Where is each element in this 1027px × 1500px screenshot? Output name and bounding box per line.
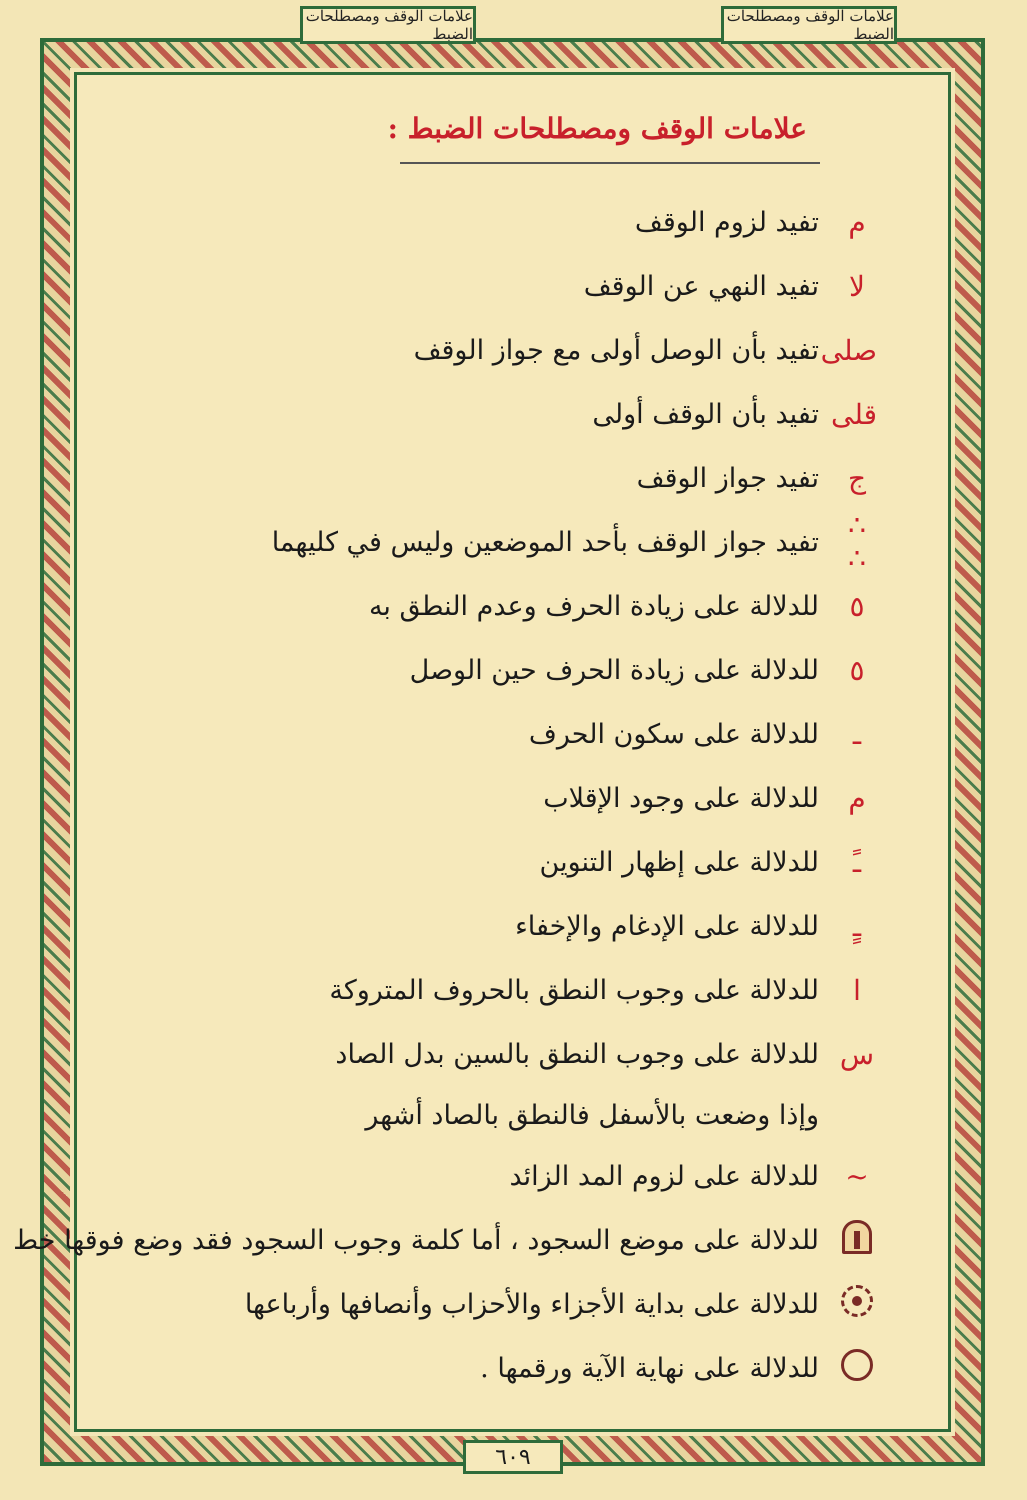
list-item bbox=[90, 510, 877, 574]
stop-mark: قلى bbox=[831, 397, 877, 431]
running-head-right: علامات الوقف ومصطلحات الضبط bbox=[721, 6, 897, 44]
list-item bbox=[90, 702, 877, 766]
mark-description: للدلالة على الإدغام والإخفاء bbox=[515, 910, 819, 942]
page-number: ٦٠٩ bbox=[463, 1440, 563, 1474]
stop-mark: م bbox=[848, 205, 866, 239]
mark-description: تفيد لزوم الوقف bbox=[634, 206, 819, 238]
list-item bbox=[90, 1272, 877, 1336]
list-item bbox=[90, 766, 877, 830]
mark-description: تفيد بأن الوصل أولى مع جواز الوقف bbox=[413, 334, 819, 366]
diacritic-mark: ٥ bbox=[849, 589, 865, 623]
mark-description: للدلالة على زيادة الحرف حين الوصل bbox=[409, 654, 819, 686]
list-item bbox=[90, 638, 877, 702]
list-item-continuation bbox=[90, 1086, 877, 1144]
mark-description: تفيد جواز الوقف بأحد الموضعين وليس في كليهما bbox=[271, 526, 819, 558]
mark-description: تفيد النهي عن الوقف bbox=[583, 270, 819, 302]
diacritic-mark: ـ bbox=[852, 717, 862, 751]
list-item bbox=[90, 1144, 877, 1208]
list-item bbox=[90, 574, 877, 638]
list-item bbox=[90, 382, 877, 446]
page-title: علامات الوقف ومصطلحات الضبط : bbox=[387, 112, 807, 145]
stop-mark: لا bbox=[849, 269, 865, 303]
list-item bbox=[90, 894, 877, 958]
diacritic-mark: ـً bbox=[852, 845, 862, 879]
list-item bbox=[90, 254, 877, 318]
list-item bbox=[90, 318, 877, 382]
diacritic-mark: ~ bbox=[845, 1159, 869, 1193]
diacritic-mark: ٥ bbox=[849, 653, 865, 687]
mark-description: وإذا وضعت بالأسفل فالنطق بالصاد أشهر bbox=[365, 1099, 819, 1131]
list-item bbox=[90, 446, 877, 510]
list-item bbox=[90, 830, 877, 894]
stop-mark: ∴ ∴ bbox=[848, 509, 866, 575]
mark-description: للدلالة على زيادة الحرف وعدم النطق به bbox=[368, 590, 819, 622]
list-item bbox=[90, 1022, 877, 1086]
title-underline bbox=[400, 162, 820, 164]
diacritic-mark: ـٍ bbox=[852, 909, 862, 943]
diacritic-mark: م bbox=[848, 781, 866, 815]
mark-description: تفيد جواز الوقف bbox=[636, 462, 819, 494]
list-item bbox=[13, 1208, 877, 1272]
diacritic-mark: ا bbox=[853, 973, 861, 1007]
mark-description: للدلالة على موضع السجود ، أما كلمة وجوب السجود فقد وضع فوقها خط bbox=[13, 1224, 819, 1256]
stop-mark: صلى bbox=[820, 333, 877, 367]
mihrab-icon bbox=[842, 1220, 872, 1254]
stop-mark: ج bbox=[847, 461, 867, 495]
list-item bbox=[90, 190, 877, 254]
list-item bbox=[90, 958, 877, 1022]
mark-description: للدلالة على وجوب النطق بالحروف المتروكة bbox=[329, 974, 819, 1006]
list-item bbox=[90, 1336, 877, 1400]
mark-description: للدلالة على بداية الأجزاء والأحزاب وأنصافها وأرباعها bbox=[244, 1288, 819, 1320]
diacritic-mark: س bbox=[839, 1037, 875, 1071]
entries-list bbox=[13, 190, 877, 1400]
ayah-end-icon bbox=[841, 1349, 873, 1381]
mark-description: للدلالة على سكون الحرف bbox=[528, 718, 819, 750]
mark-description: للدلالة على لزوم المد الزائد bbox=[509, 1160, 819, 1192]
mark-description: للدلالة على إظهار التنوين bbox=[539, 846, 819, 878]
rub-el-hizb-icon bbox=[841, 1285, 873, 1317]
mark-description: للدلالة على وجوب النطق بالسين بدل الصاد bbox=[335, 1038, 819, 1070]
mark-description: للدلالة على نهاية الآية ورقمها . bbox=[480, 1352, 819, 1384]
mark-description: تفيد بأن الوقف أولى bbox=[592, 398, 819, 430]
running-head-left: علامات الوقف ومصطلحات الضبط bbox=[300, 6, 476, 44]
mark-description: للدلالة على وجود الإقلاب bbox=[543, 782, 819, 814]
